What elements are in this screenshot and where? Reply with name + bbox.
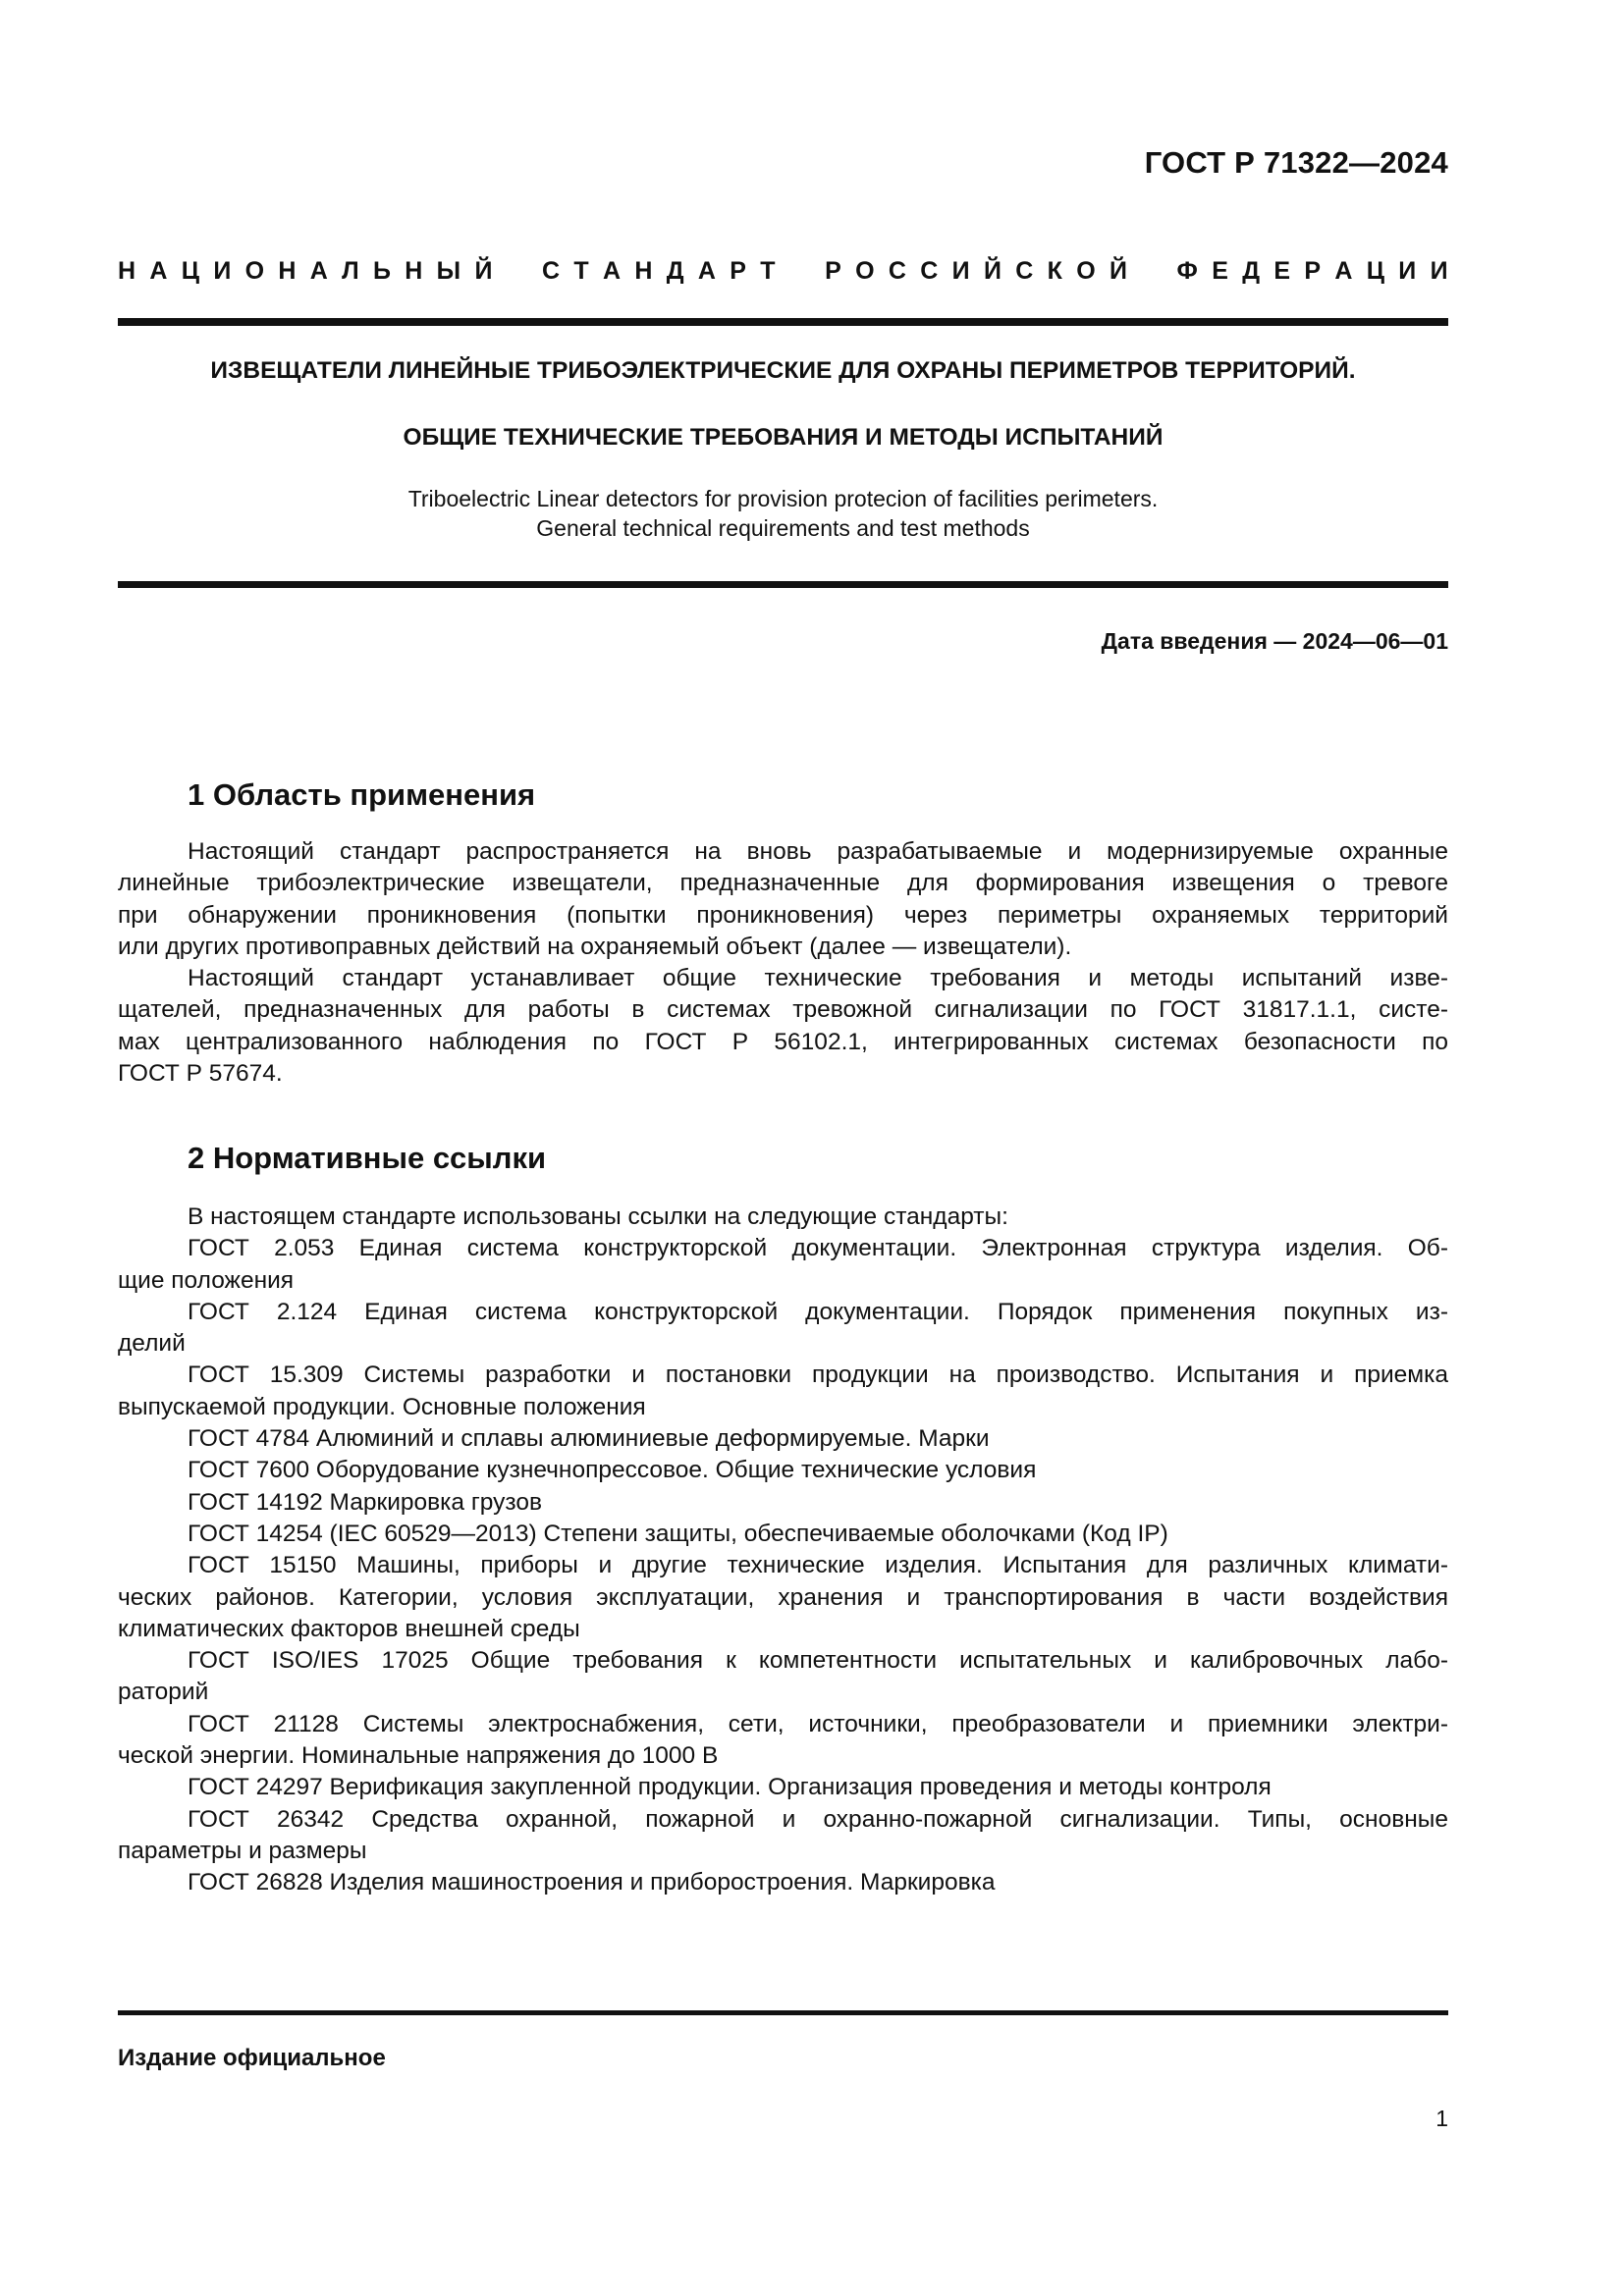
text-line: или других противоправных действий на охраняемый объект (далее — извещатели).	[118, 933, 1072, 960]
national-heading-letter: Р	[825, 257, 841, 285]
text-line: линейные трибоэлектрические извещатели, предназначенные для формирования извещения о тревоге	[118, 870, 1448, 897]
title-line-2: ОБЩИЕ ТЕХНИЧЕСКИЕ ТРЕБОВАНИЯ И МЕТОДЫ ИСПЫТАНИЙ	[403, 424, 1164, 451]
section-2-body	[118, 1201, 1448, 1899]
text-line: ГОСТ 26342 Средства охранной, пожарной и охранно-пожарной сигнализации. Типы, основные	[188, 1805, 1448, 1833]
title-rule	[118, 581, 1448, 588]
national-heading-letter: Е	[1273, 257, 1291, 285]
english-title-line-1: Triboelectric Linear detectors for provision protecion of facilities perimeters.	[407, 486, 1159, 511]
national-heading-letter: С	[888, 257, 906, 285]
text-line: ГОСТ 2.124 Единая система конструкторской документации. Порядок применения покупных из-	[188, 1298, 1448, 1325]
text-line: ГОСТ 24297 Верификация закупленной продукции. Организация проведения и методы контроля	[188, 1774, 1272, 1801]
text-line: ГОСТ Р 57674.	[118, 1060, 283, 1088]
national-heading-letter: С	[1015, 257, 1034, 285]
standard-code: ГОСТ Р 71322—2024	[1144, 145, 1448, 180]
national-heading-letter: О	[1076, 257, 1096, 285]
text-line: ГОСТ 2.053 Единая система конструкторской документации. Электронная структура изделия. Об-	[188, 1235, 1448, 1262]
national-heading-letter: И	[951, 257, 970, 285]
section-1-body	[118, 836, 1448, 1090]
national-heading-word-gap	[789, 257, 811, 286]
title-line-1: ИЗВЕЩАТЕЛИ ЛИНЕЙНЫЕ ТРИБОЭЛЕКТРИЧЕСКИЕ ДЛЯ ОХРАНЫ ПЕРИМЕТРОВ ТЕРРИТОРИЙ.	[210, 357, 1356, 384]
national-heading-letter: Н	[118, 257, 136, 285]
national-heading-letter: Й	[1109, 257, 1127, 285]
text-line: ГОСТ 14254 (IEC 60529—2013) Степени защиты, обеспечиваемые оболочками (Код IP)	[188, 1520, 1168, 1547]
section-1-heading: 1 Область применения	[188, 777, 536, 812]
text-line: раторий	[118, 1679, 209, 1706]
text-line: при обнаружении проникновения (попытки проникновения) через периметры охраняемых территорий	[118, 901, 1448, 929]
text-line: Настоящий стандарт устанавливает общие технические требования и методы испытаний изве-	[188, 965, 1448, 992]
text-line: щие положения	[118, 1266, 295, 1294]
national-heading-letter: Й	[474, 257, 493, 285]
text-line: выпускаемой продукции. Основные положения	[118, 1393, 646, 1420]
section-2-heading: 2 Нормативные ссылки	[188, 1141, 547, 1175]
text-line: ГОСТ 7600 Оборудование кузнечнопрессовое. Общие технические условия	[188, 1457, 1037, 1484]
national-heading-letter: О	[244, 257, 265, 285]
text-line: ческих районов. Категории, условия эксплуатации, хранения и транспортирования в части воздействия	[118, 1583, 1448, 1611]
edition-label: Издание официальное	[118, 2045, 386, 2071]
text-line: ГОСТ 15.309 Системы разработки и постановки продукции на производство. Испытания и приемка	[188, 1362, 1448, 1389]
national-heading-letter: И	[1398, 257, 1417, 285]
text-line: делий	[118, 1330, 186, 1358]
national-heading-letter: Ц	[1366, 257, 1384, 285]
text-line: параметры и размеры	[118, 1837, 367, 1864]
national-heading-letter: И	[213, 257, 232, 285]
national-heading-letter: Н	[405, 257, 423, 285]
text-line: климатических факторов внешней среды	[118, 1615, 580, 1642]
national-heading-letter: И	[1430, 257, 1448, 285]
top-rule	[118, 318, 1448, 326]
english-title-line-2: General technical requirements and test methods	[536, 515, 1030, 541]
date-of-introduction: Дата введения — 2024—06—01	[1101, 628, 1448, 654]
text-line: щателей, предназначенных для работы в системах тревожной сигнализации по ГОСТ 31817.1.1, систе-	[118, 996, 1448, 1024]
national-heading-letter: С	[920, 257, 939, 285]
national-heading-letter: А	[149, 257, 168, 285]
national-heading-letter: Т	[760, 257, 776, 285]
text-line: В настоящем стандарте использованы ссылки на следующие стандарты:	[188, 1203, 1008, 1230]
text-line: Настоящий стандарт распространяется на вновь разрабатываемые и модернизируемые охранные	[188, 838, 1448, 865]
national-heading-letter: Ы	[436, 257, 461, 285]
text-line: ческой энергии. Номинальные напряжения до 1000 В	[118, 1742, 719, 1770]
text-line: ГОСТ 4784 Алюминий и сплавы алюминиевые деформируемые. Марки	[188, 1425, 990, 1453]
national-heading-letter: Р	[730, 257, 746, 285]
national-heading-letter: Н	[634, 257, 653, 285]
national-heading-letter: Ф	[1176, 257, 1198, 285]
national-heading-letter: А	[309, 257, 328, 285]
national-heading-letter: Ь	[372, 257, 391, 285]
national-heading-letter: Ц	[181, 257, 200, 285]
national-heading-letter: Д	[666, 257, 684, 285]
text-line: мах централизованного наблюдения по ГОСТ Р 56102.1, интегрированных системах безопасности по	[118, 1028, 1448, 1055]
national-heading-letter: К	[1047, 257, 1062, 285]
national-heading-letter: Й	[983, 257, 1001, 285]
national-heading-letter: Е	[1212, 257, 1228, 285]
national-standard-heading	[118, 257, 1448, 286]
national-heading-letter: О	[855, 257, 875, 285]
footer-rule	[118, 2010, 1448, 2015]
national-heading-letter: Т	[573, 257, 589, 285]
national-heading-letter: А	[697, 257, 716, 285]
national-heading-letter: А	[1334, 257, 1353, 285]
page-number: 1	[1435, 2106, 1448, 2131]
national-heading-letter: Н	[278, 257, 297, 285]
national-heading-letter: Р	[1304, 257, 1322, 285]
national-heading-word-gap	[507, 257, 528, 286]
text-line: ГОСТ 21128 Системы электроснабжения, сети, источники, преобразователи и приемники электри-	[188, 1710, 1448, 1737]
text-line: ГОСТ 15150 Машины, приборы и другие технические изделия. Испытания для различных климати-	[188, 1552, 1448, 1579]
text-line: ГОСТ 14192 Маркировка грузов	[188, 1488, 542, 1516]
national-heading-letter: А	[603, 257, 622, 285]
national-heading-word-gap	[1141, 257, 1163, 286]
text-line: ГОСТ ISO/IES 17025 Общие требования к компетентности испытательных и калибровочных лабо-	[188, 1647, 1448, 1675]
national-heading-letter: Л	[342, 257, 359, 285]
text-line: ГОСТ 26828 Изделия машиностроения и приборостроения. Маркировка	[188, 1869, 996, 1896]
national-heading-letter: Д	[1242, 257, 1261, 285]
national-heading-letter: С	[542, 257, 561, 285]
